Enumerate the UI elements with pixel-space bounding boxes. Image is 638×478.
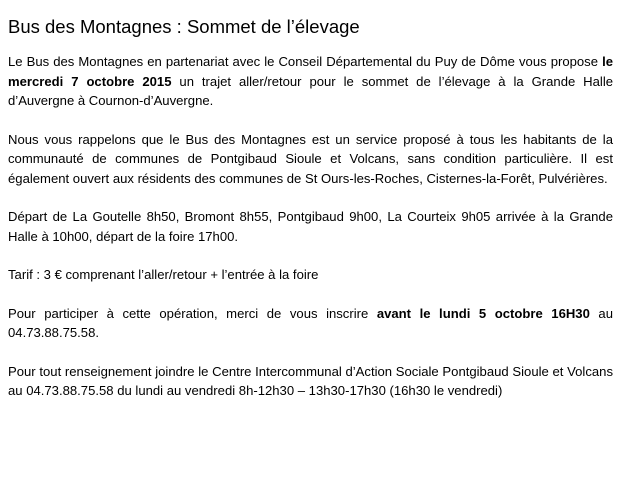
intro-text-start: Le Bus des Montagnes en partenariat avec le Conseil Départemental du Puy de Dôme vous propose (8, 54, 603, 69)
document-body (8, 14, 613, 420)
paragraph-schedule: Départ de La Goutelle 8h50, Bromont 8h55, Pontgibaud 9h00, La Courteix 9h05 arrivée à la Grande Halle à 10h00, départ de la foire 17h00. (8, 209, 613, 244)
paragraph-price: Tarif : 3 € comprenant l’aller/retour + l’entrée à la foire (8, 267, 319, 282)
intro-text-end: un trajet aller/retour pour le sommet de l’élevage à la Grande Halle d’Auvergne à Cournon-d’Auvergne. (8, 73, 614, 108)
paragraph-contact: Pour tout renseignement joindre le Centre Intercommunal d’Action Sociale Pontgibaud Sioule et Volcans au 04.73.88.75.58 du lundi au vendredi 8h-12h30 – 13h30-17h30 (16h30 le vendredi) (8, 363, 613, 398)
paragraph-service: Nous vous rappelons que le Bus des Montagnes est un service proposé à tous les habitants de la communauté de communes de Pontgibaud Sioule et Volcans, sans condition particulière. Il est également ouvert aux résidents des communes de St Ours-les-Roches, Cisternes-la-Forêt, Pulvérières. (8, 131, 613, 186)
document-title: Bus des Montagnes : Sommet de l’élevage (8, 16, 360, 37)
registration-text-start: Pour participer à cette opération, merci de vous inscrire (8, 305, 377, 321)
intro-date-bold: le mercredi 7 octobre 2015 (8, 54, 613, 89)
registration-deadline-bold: avant le lundi 5 octobre 16H30 (376, 305, 590, 321)
paragraph-intro (8, 52, 613, 111)
registration-text-end: au 04.73.88.75.58. (8, 305, 613, 340)
paragraph-registration (8, 304, 613, 343)
